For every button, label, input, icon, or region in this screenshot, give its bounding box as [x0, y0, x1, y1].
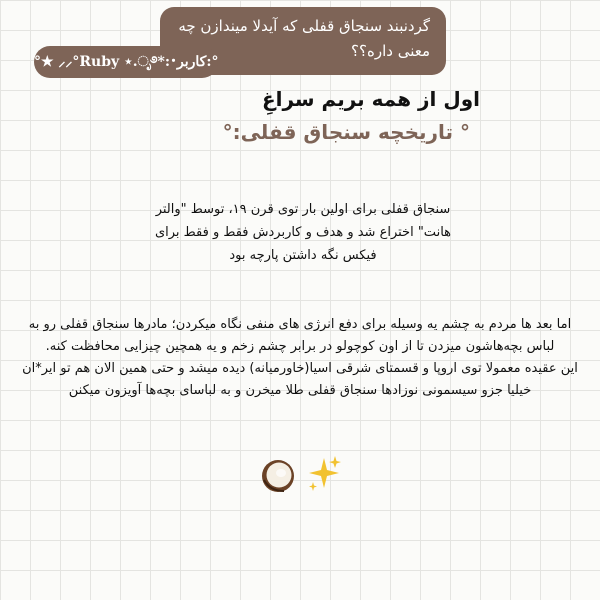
emoji-row	[250, 452, 350, 502]
user-tag-text: °★ ⸝⸝°Ruby ⋆.ೃ࿔*:･کاربر:°	[34, 54, 219, 70]
sparkles-icon	[306, 454, 342, 494]
section-heading: اول از همه بریم سراغِ	[261, 87, 480, 111]
belief-paragraph-part1: اما بعد ها مردم به چشم یه وسیله برای دفع انرژی های منفی نگاه میکردن؛ مادرها سنجاق قفلی رو به لباس بچه‌هاشون میزدن تا از اون کوچولو در برابر چشم زخم و یه همچین چیزایی محافظت کنه.	[28, 317, 572, 354]
section-subheading: ° تاریخچه سنجاق قفلی:°	[222, 120, 470, 144]
belief-paragraph-part2: این عقیده معمولا توی اروپا و قسمتای شرقی اسیا(خاورمیانه) دیده میشد و حتی همین الان هم تو ایر*ان خیلیا جزو سیسمونی نوزادها سنجاق قفلی طلا میخرن و به لباسای بچه‌ها آویزون میکنن	[22, 361, 578, 398]
coconut-icon	[260, 458, 296, 494]
belief-paragraph	[18, 314, 582, 402]
user-tag	[34, 46, 218, 78]
history-paragraph: سنجاق قفلی برای اولین بار توی قرن ۱۹، توسط "والتر هانت" اختراع شد و هدف و کاربردش فقط و فقط برای فیکس نگه داشتن پارچه بود	[154, 202, 452, 263]
question-text: گردنبند سنجاق قفلی که آیدلا میندازن چه معنی داره؟؟	[178, 17, 430, 60]
